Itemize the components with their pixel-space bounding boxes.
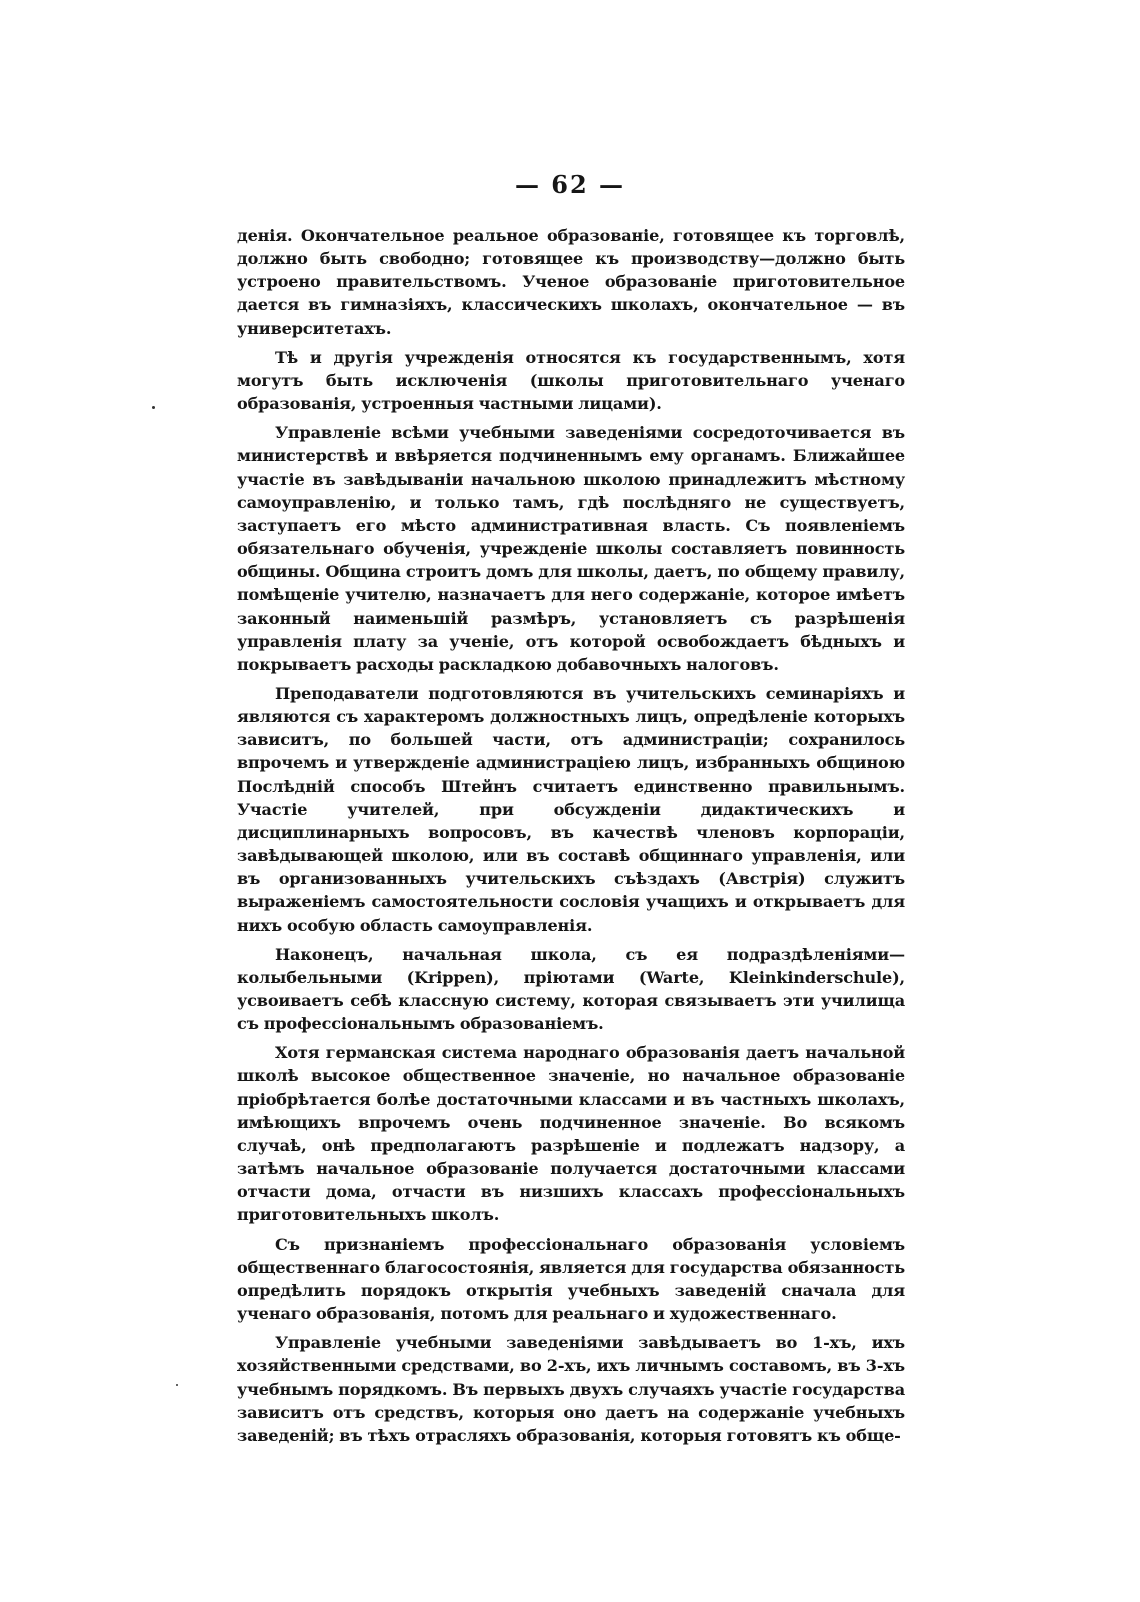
paragraph-7: Съ признаніемъ профессіональнаго образованія условіемъ общественнаго благосостоянія, является для государства обязанность опредѣлить порядокъ открытія учебныхъ заведеній сначала для ученаго образованія, потомъ для реальнаго и художественнаго. [237, 1234, 905, 1324]
paragraph-1: денія. Окончательное реальное образованіе, готовящее къ торговлѣ, должно быть свободно; готовящее къ производству—должно быть устроено правительствомъ. Ученое образованіе приготовительное дается въ гимназіяхъ, классическихъ школахъ, окончательное — въ университетахъ. [237, 226, 905, 338]
paragraph-4: Преподаватели подготовляются въ учительскихъ семинаріяхъ и являются съ характеромъ должностныхъ лицъ, опредѣленіе которыхъ зависитъ, по большей части, отъ администраціи; сохранилось впрочемъ и утвержденіе администраціею лицъ, избранныхъ общиною Послѣдній способъ Штейнъ считаетъ единственно правильнымъ. Участіе учителей, при обсужденіи дидактическихъ и дисциплинарныхъ вопросовъ, въ качествѣ членовъ корпораціи, завѣдывающей школою, или въ составѣ общиннаго управленія, или въ организованныхъ учительскихъ съѣздахъ (Австрія) служитъ выраженіемъ самостоятельности сословія учащихъ и открываетъ для нихъ особую область самоуправленія. [237, 683, 905, 935]
paragraph-8: Управленіе учебными заведеніями завѣдываетъ во 1-хъ, ихъ хозяйственными средствами, во 2-хъ, ихъ личнымъ составомъ, въ 3-хъ учебнымъ порядкомъ. Въ первыхъ двухъ случаяхъ участіе государства зависитъ отъ средствъ, которыя оно даетъ на содержаніе учебныхъ заведеній; въ тѣхъ отрасляхъ образованія, которыя готовятъ къ обще- [237, 1333, 905, 1445]
page-number: — 62 — [514, 170, 626, 199]
scan-speck [176, 1384, 178, 1386]
body-text [237, 224, 905, 1453]
scan-speck [152, 406, 155, 409]
paragraph-5: Наконецъ, начальная школа, съ ея подраздѣленіями—колыбельными (Krippen), пріютами (Warte, Kleinkinderschule), усвоиваетъ себѣ классную систему, которая связываетъ эти училища съ профессіональнымъ образованіемъ. [237, 944, 905, 1034]
paragraph-2: Тѣ и другія учрежденія относятся къ государственнымъ, хотя могутъ быть исключенія (школы приготовительнаго ученаго образованія, устроенныя частными лицами). [237, 347, 905, 414]
paragraph-6: Хотя германская система народнаго образованія даетъ начальной школѣ высокое общественное значеніе, но начальное образованіе пріобрѣтается болѣе достаточными классами и въ частныхъ школахъ, имѣющихъ впрочемъ очень подчиненное значеніе. Во всякомъ случаѣ, онѣ предполагаютъ разрѣшеніе и подлежатъ надзору, а затѣмъ начальное образованіе получается достаточными классами отчасти дома, отчасти въ низшихъ классахъ профессіональныхъ приготовительныхъ школъ. [237, 1043, 905, 1225]
paragraph-3: Управленіе всѣми учебными заведеніями сосредоточивается въ министерствѣ и ввѣряется подчиненнымъ ему органамъ. Ближайшее участіе въ завѣдываніи начальною школою принадлежитъ мѣстному самоуправленію, и только тамъ, гдѣ послѣдняго не существуетъ, заступаетъ его мѣсто административная власть. Съ появленіемъ обязательнаго обученія, учрежденіе школы составляетъ повинность общины. Община строитъ домъ для школы, даетъ, по общему правилу, помѣщеніе учителю, назначаетъ для него содержаніе, которое имѣетъ законный наименьшій размѣръ, установляетъ съ разрѣшенія управленія плату за ученіе, отъ которой освобождаетъ бѣдныхъ и покрываетъ расходы раскладкою добавочныхъ налоговъ. [237, 423, 905, 674]
